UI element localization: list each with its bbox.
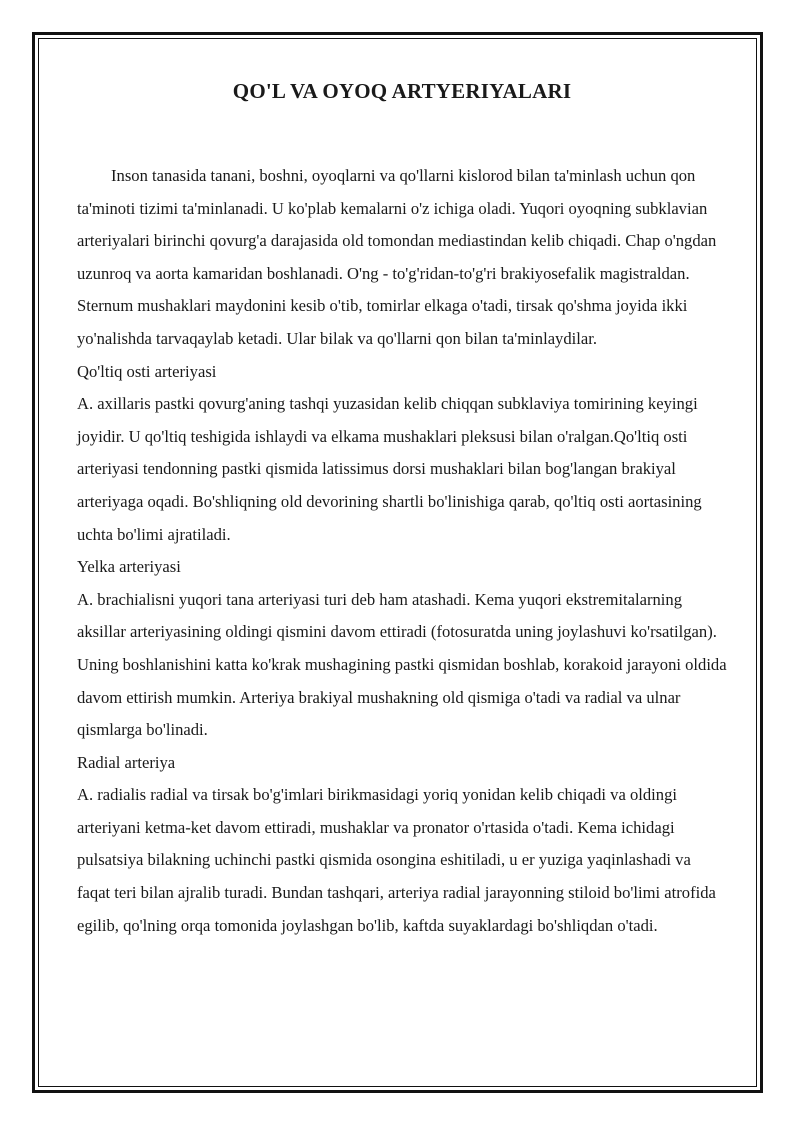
paragraph-axillary: A. axillaris pastki qovurg'aning tashqi yuzasidan kelib chiqqan subklaviya tomirining keyingi joyidir. U qo'ltiq teshigida ishlaydi va elkama mushaklari pleksusi bilan o'ralgan.Qo'ltiq osti arteriyasi tendonning pastki qismida latissimus dorsi mushaklari bilan bog'langan brakiyal arteriyaga oqadi. Bo'shliqning old devorining shartli bo'linishiga qarab, qo'ltiq osti aortasining uchta bo'limi ajratiladi.: [77, 394, 702, 544]
paragraph-radial: A. radialis radial va tirsak bo'g'imlari birikmasidagi yoriq yonidan kelib chiqadi va oldingi arteriyani ketma-ket davom ettiradi, mushaklar va pronator o'rtasida o'tadi. Kema ichidagi pulsatsiya bilakning uchinchi pastki qismida osongina eshitiladi, u er yuziga yaqinlashadi va faqat teri bilan ajralib turadi. Bundan tashqari, arteriya radial jarayonning stiloid bo'limi atrofida egilib, qo'lning orqa tomonida joylashgan bo'lib, kaftda suyaklardagi bo'shliqdan o'tadi.: [77, 785, 716, 935]
document-body: [77, 78, 727, 942]
document-title: QO'L VA OYOQ ARTYERIYALARI: [232, 79, 572, 103]
section-heading-brachial: Yelka arteriyasi: [77, 557, 181, 577]
paragraph-intro: Inson tanasida tanani, boshni, oyoqlarni va qo'llarni kislorod bilan ta'minlash uchun qon ta'minoti tizimi ta'minlanadi. U ko'plab kemalarni o'z ichiga oladi. Yuqori oyoqning subklavian arteriyalari birinchi qovurg'a darajasida old tomondan mediastindan kelib chiqadi. Chap o'ngdan uzunroq va aorta kamaridan boshlanadi. O'ng - to'g'ridan-to'g'ri brakiyosefalik magistraldan.: [77, 166, 717, 283]
paragraph-sternum: Sternum mushaklari maydonini kesib o'tib, tomirlar elkaga o'tadi, tirsak qo'shma joyida ikki yo'nalishda tarvaqaylab ketadi. Ular bilak va qo'llarni qon bilan ta'minlaydilar.: [77, 296, 688, 348]
paragraph-brachial: A. brachialisni yuqori tana arteriyasi turi deb ham atashadi. Kema yuqori ekstremitalarning aksillar arteriyasining oldingi qismini davom ettiradi (fotosuratda uning joylashuvi ko'rsatilgan). Uning boshlanishini katta ko'krak mushagining pastki qismidan boshlab, korakoid jarayoni oldida davom ettirish mumkin. Arteriya brakiyal mushakning old qismiga o'tadi va radial va ulnar qismlarga bo'linadi.: [77, 589, 727, 740]
section-heading-axillary: Qo'ltiq osti arteriyasi: [77, 361, 217, 381]
document-text: [77, 160, 727, 942]
section-heading-radial: Radial arteriya: [77, 752, 176, 772]
